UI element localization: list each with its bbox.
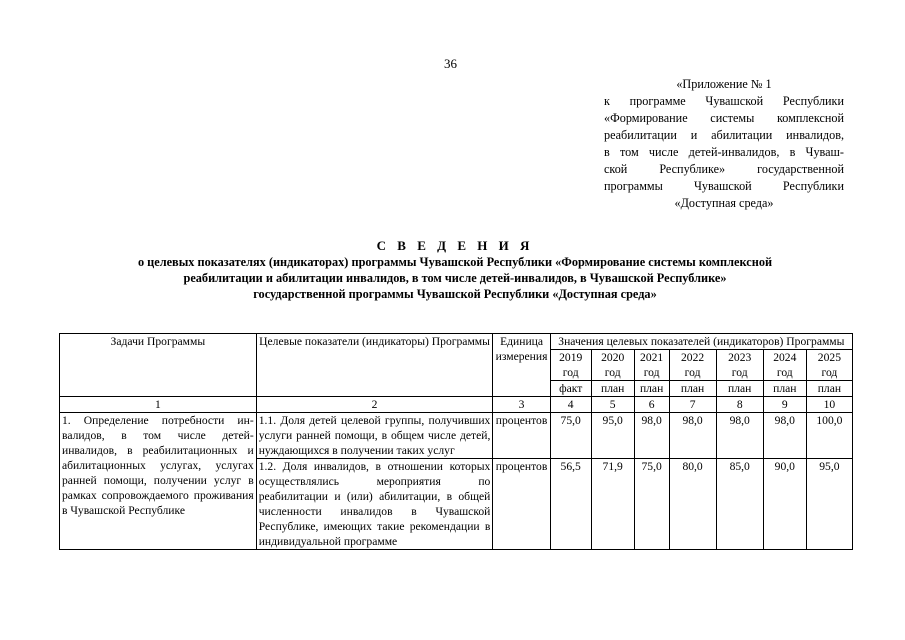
- value-cell: 90,0: [763, 459, 806, 550]
- appendix-line: в том числе детей-инвалидов, в Чуваш-: [604, 145, 844, 159]
- appendix-line: «Формирование системы комплексной: [604, 111, 844, 125]
- header-tasks: Задачи Программы: [60, 334, 257, 397]
- header-year: 2025 год: [806, 350, 852, 381]
- appendix-header: [604, 76, 844, 212]
- column-number: 8: [716, 397, 763, 413]
- column-number: 7: [669, 397, 716, 413]
- header-year: 2019 год: [550, 350, 591, 381]
- header-values: Значения целевых показателей (индикаторов) Программы: [550, 334, 852, 350]
- page-number: 36: [444, 56, 457, 71]
- header-kind: факт: [550, 381, 591, 397]
- column-number: 1: [60, 397, 257, 413]
- column-number: 3: [493, 397, 550, 413]
- column-number: 2: [256, 397, 493, 413]
- table-header-row: [60, 334, 853, 350]
- document-subtitle-line: о целевых показателях (индикаторах) программы Чувашской Республики «Формирование системы комплексной: [137, 255, 773, 269]
- header-unit: Единица измерения: [493, 334, 550, 397]
- header-year: 2021 год: [634, 350, 669, 381]
- value-cell: 100,0: [806, 413, 852, 459]
- indicators-table: [59, 333, 853, 550]
- value-cell: 80,0: [669, 459, 716, 550]
- appendix-line: к программе Чувашской Республики: [604, 94, 844, 108]
- task-cell: 1. Определение потребности инвалидов, в том числе детей-инвалидов, в реабилитационных и абилитационных услугах, услугах ранней помощи, получении услуг в рамках сопровождаемого проживания в Чувашской Республике: [60, 413, 257, 550]
- value-cell: 95,0: [591, 413, 634, 459]
- indicator-cell: 1.2. Доля инвалидов, в отношении которых осуществлялись мероприятия по реабилитации и (или) абилитации, в общей численности инвалидов в Чувашской Республике, имеющих такие рекомендации в индивидуальной программе: [256, 459, 493, 550]
- value-cell: 98,0: [634, 413, 669, 459]
- column-number: 9: [763, 397, 806, 413]
- column-number: 4: [550, 397, 591, 413]
- appendix-line: ской Республике» государственной: [604, 162, 844, 176]
- header-year: 2023 год: [716, 350, 763, 381]
- appendix-line: программы Чувашской Республики: [604, 179, 844, 193]
- value-cell: 98,0: [669, 413, 716, 459]
- document-subtitle-line: государственной программы Чувашской Республики «Доступная среда»: [253, 287, 657, 301]
- value-cell: 98,0: [763, 413, 806, 459]
- column-number: 6: [634, 397, 669, 413]
- appendix-line: «Приложение № 1: [676, 77, 772, 91]
- header-year: 2024 год: [763, 350, 806, 381]
- unit-cell: процентов: [493, 459, 550, 550]
- header-year: 2022 год: [669, 350, 716, 381]
- header-kind: план: [591, 381, 634, 397]
- header-kind: план: [806, 381, 852, 397]
- value-cell: 98,0: [716, 413, 763, 459]
- appendix-line: «Доступная среда»: [674, 196, 774, 210]
- value-cell: 71,9: [591, 459, 634, 550]
- value-cell: 85,0: [716, 459, 763, 550]
- unit-cell: процентов: [493, 413, 550, 459]
- column-number: 5: [591, 397, 634, 413]
- header-kind: план: [763, 381, 806, 397]
- column-number-row: [60, 397, 853, 413]
- value-cell: 56,5: [550, 459, 591, 550]
- value-cell: 75,0: [634, 459, 669, 550]
- indicator-cell: 1.1. Доля детей целевой группы, получивших услуги ранней помощи, в общем числе детей, нуждающихся в получении таких услуг: [256, 413, 493, 459]
- document-subtitle-line: реабилитации и абилитации инвалидов, в том числе детей-инвалидов, в Чувашской Республике»: [183, 271, 727, 285]
- document-title-block: [60, 237, 850, 302]
- header-kind: план: [634, 381, 669, 397]
- header-year: 2020 год: [591, 350, 634, 381]
- column-number: 10: [806, 397, 852, 413]
- header-indicators: Целевые показатели (индикаторы) Программы: [256, 334, 493, 397]
- value-cell: 75,0: [550, 413, 591, 459]
- document-title: С В Е Д Е Н И Я: [376, 238, 534, 253]
- appendix-line: реабилитации и абилитации инвалидов,: [604, 128, 844, 142]
- header-kind: план: [716, 381, 763, 397]
- header-kind: план: [669, 381, 716, 397]
- value-cell: 95,0: [806, 459, 852, 550]
- table-row: [60, 413, 853, 459]
